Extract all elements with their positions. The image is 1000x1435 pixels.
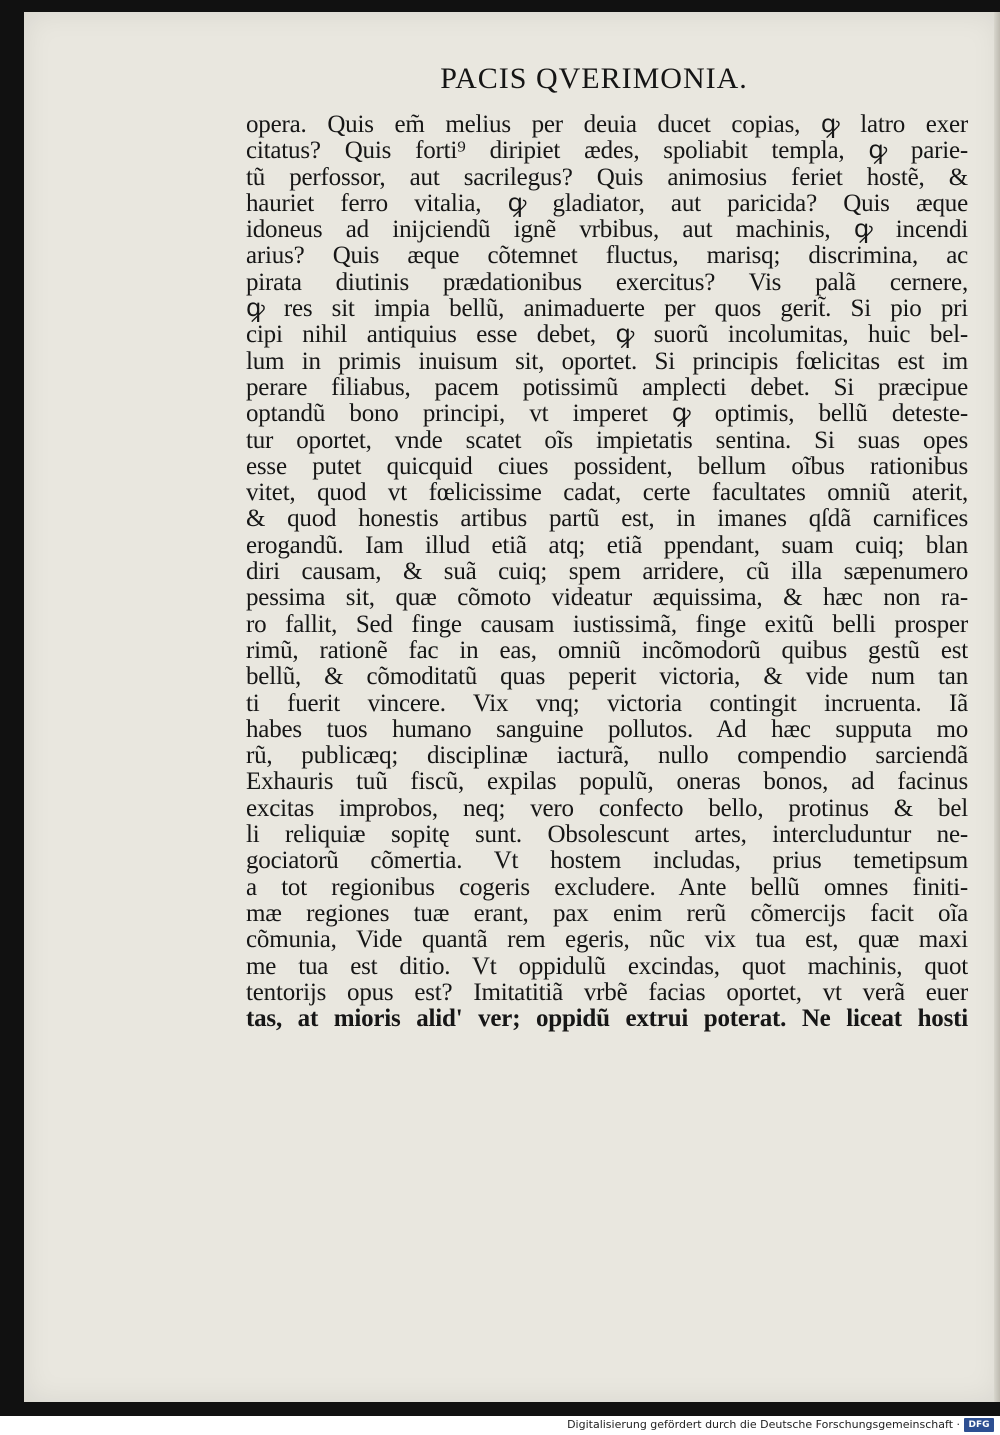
text-line: hauriet ferro vitalia, ꝙ gladiator, aut paricida? Quis æque	[246, 190, 968, 217]
text-line: a tot regionibus cogeris excludere. Ante bellũ omnes finiti-	[246, 874, 968, 901]
text-line: bellũ, & cõmoditatũ quas peperit victoria, & vide num tan	[246, 664, 968, 691]
footer-credit: Digitalisierung gefördert durch die Deutsche Forschungsgemeinschaft ·	[567, 1418, 960, 1431]
text-line: perare filiabus, pacem potissimũ amplecti debet. Si præcipue	[246, 374, 968, 401]
text-line: excitas improbos, neq; vero confecto bello, protinus & bel	[246, 795, 968, 822]
text-line: mæ regiones tuæ erant, pax enim rerũ cõmercijs facit oĩa	[246, 900, 968, 927]
text-line: ꝙ res sit impia bellũ, animaduerte per quos gerit̃. Si pio pri	[246, 296, 968, 323]
text-line: gociatorũ cõmertia. Vt hostem includas, prius temetipsum	[246, 848, 968, 875]
running-head: PACIS QVERIMONIA.	[440, 62, 748, 95]
text-line: pirata diutinis prædationibus exercitus? Vis palã cernere,	[246, 269, 968, 296]
text-line: erogandũ. Iam illud etiã atq; etiã ppendant, suam cuiq; blan	[246, 532, 968, 559]
text-line: li reliquiæ sopitę sunt. Obsolescunt artes, intercluduntur ne-	[246, 822, 968, 849]
text-line: me tua est ditio. Vt oppidulũ excindas, quot machinis, quot	[246, 953, 968, 980]
text-line: idoneus ad inijciendũ ignẽ vrbibus, aut machinis, ꝙ incendi	[246, 217, 968, 244]
text-line: esse putet quicquid ciues possident, bellum oĩbus rationibus	[246, 453, 968, 480]
text-line: tentorijs opus est? Imitatitiã vrbẽ facias oportet, vt verã euer	[246, 979, 968, 1006]
text-line: optandũ bono principi, vt imperet ꝙ optimis, bellũ deteste-	[246, 401, 968, 428]
book-page	[24, 12, 1000, 1402]
text-line: rũ, publicæq; disciplinæ iacturã, nullo compendio sarciendã	[246, 743, 968, 770]
text-line: pessima sit, quæ cõmoto videatur æquissima, & hæc non ra-	[246, 585, 968, 612]
text-line: diri causam, & suã cuiq; spem arridere, cũ illa sæpenumero	[246, 559, 968, 586]
text-body	[246, 112, 968, 1032]
text-line: habes tuos humano sanguine pollutos. Ad hæc supputa mo	[246, 716, 968, 743]
text-line: Exhauris tuũ fiscũ, expilas populũ, oneras bonos, ad facinus	[246, 769, 968, 796]
text-line: lum in primis inuisum sit, oportet. Si principis fœlicitas est im	[246, 348, 968, 375]
text-line: tur oportet, vnde scatet oĩs impietatis sentina. Si suas opes	[246, 427, 968, 454]
text-line: rimũ, rationẽ fac in eas, omniũ incõmodorũ quibus gestũ est	[246, 637, 968, 664]
text-line: ti fuerit vincere. Vix vnq; victoria contingit incruenta. Iã	[246, 690, 968, 717]
text-line: tũ perfossor, aut sacrilegus? Quis animosius feriet hostẽ, &	[246, 164, 968, 191]
text-line: & quod honestis artibus partũ est, in imanes qſdã carnifices	[246, 506, 968, 533]
text-line: tas, at mioris alid' ver; oppidũ extrui poterat. Ne liceat hosti	[246, 1006, 968, 1033]
text-line: cõmunia, Vide quantã rem egeris, nũc vix tua est, quæ maxi	[246, 927, 968, 954]
text-line: arius? Quis æque cõtemnet fluctus, marisq; discrimina, ac	[246, 243, 968, 270]
text-line: ro fallit, Sed finge causam iustissimã, finge exitũ belli prosper	[246, 611, 968, 638]
dfg-logo: DFG	[964, 1418, 994, 1432]
text-line: cipi nihil antiquius esse debet, ꝙ suorũ incolumitas, huic bel-	[246, 322, 968, 349]
text-line: citatus? Quis forti⁹ diripiet ædes, spoliabit templa, ꝙ parie-	[246, 138, 968, 165]
footer-bar	[0, 1416, 1000, 1435]
text-line: opera. Quis em̃ melius per deuia ducet copias, ꝙ latro exer	[246, 112, 968, 138]
text-line: vitet, quod vt fœlicissime cadat, certe facultates omniũ aterit,	[246, 480, 968, 507]
